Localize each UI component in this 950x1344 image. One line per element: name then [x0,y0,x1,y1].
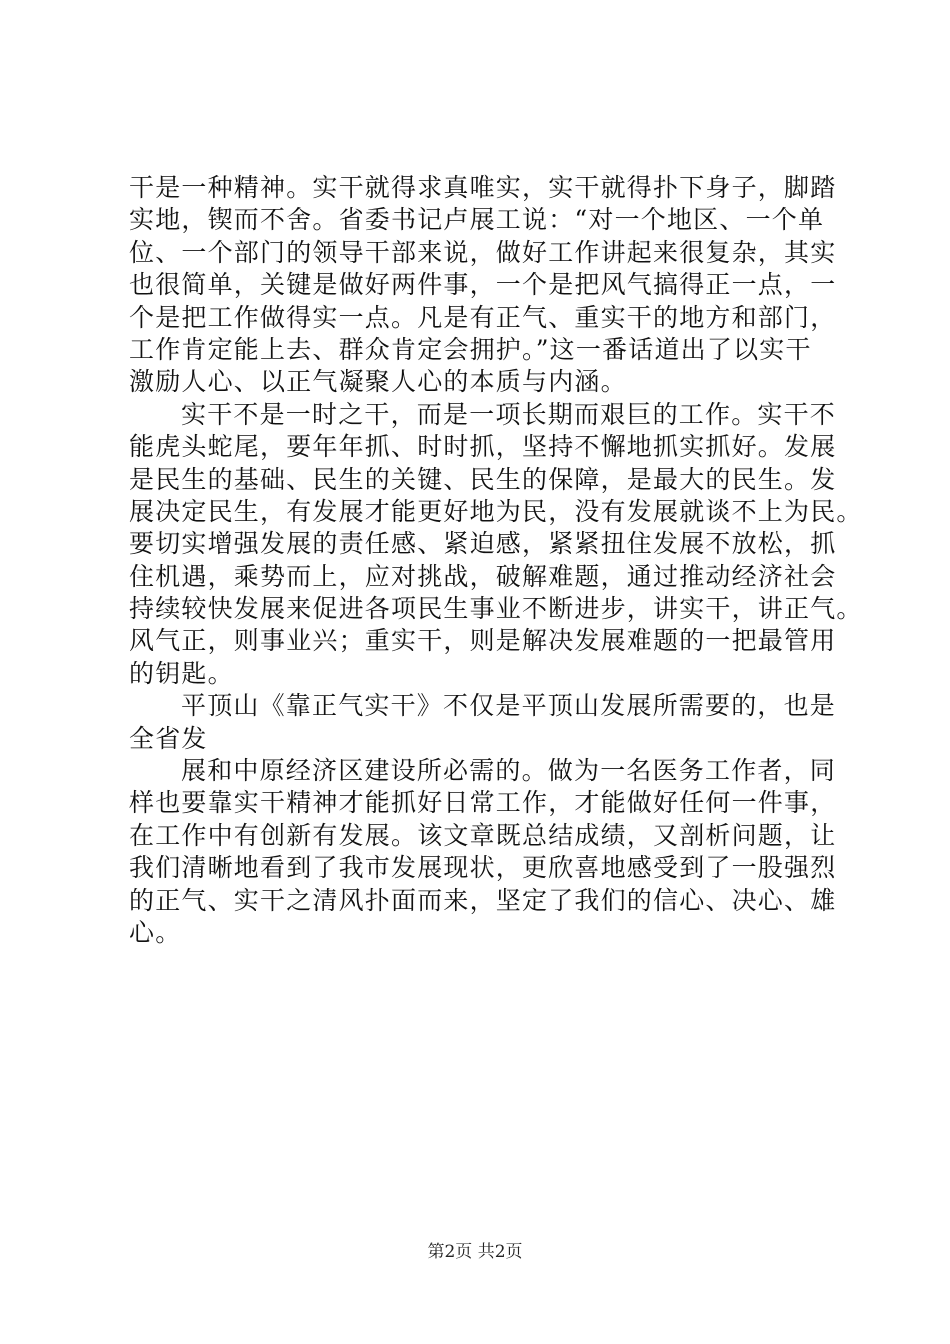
text-line: 也很简单，关键是做好两件事，一个是把风气搞得正一点，一 [129,270,837,300]
text-line: 激励人心、以正气凝聚人心的本质与内涵。 [129,367,627,397]
document-body [129,172,863,949]
text-line: 实干不是一时之干，而是一项长期而艰巨的工作。实干不 [181,399,837,429]
text-line: 位、一个部门的领导干部来说，做好工作讲起来很复杂，其实 [129,237,837,267]
page-footer: 第2页 共2页 [427,1242,523,1262]
text-line: 的钥匙。 [129,658,234,688]
text-line: 是民生的基础、民生的关键、民生的保障，是最大的民生。发 [129,464,837,494]
text-line: 心。 [129,917,182,947]
text-line: 能虎头蛇尾，要年年抓、时时抓，坚持不懈地抓实抓好。发展 [129,432,837,462]
text-line: 风气正，则事业兴；重实干，则是解决发展难题的一把最管用 [129,626,837,656]
text-line: 实地，锲而不舍。省委书记卢展工说：“对一个地区、一个单 [129,205,825,235]
text-line: 个是把工作做得实一点。凡是有正气、重实干的地方和部门， [129,302,837,332]
text-line: 全省发 [129,723,208,753]
text-line: 我们清晰地看到了我市发展现状，更欣喜地感受到了一股强烈 [129,853,837,883]
text-line: 工作肯定能上去、群众肯定会拥护。”这一番话道出了以实干 [129,334,812,364]
text-line: 在工作中有创新有发展。该文章既总结成绩，又剖析问题，让 [129,820,837,850]
text-line: 干是一种精神。实干就得求真唯实，实干就得扑下身子，脚踏 [129,173,837,202]
text-line: 的正气、实干之清风扑面而来，坚定了我们的信心、决心、雄 [129,885,837,915]
text-line: 样也要靠实干精神才能抓好日常工作，才能做好任何一件事， [129,788,837,818]
text-line: 展和中原经济区建设所必需的。做为一名医务工作者，同 [181,756,837,786]
text-line: 住机遇，乘势而上，应对挑战，破解难题，通过推动经济社会 [129,561,837,591]
text-line: 要切实增强发展的责任感、紧迫感，紧紧扭住发展不放松，抓 [129,529,837,559]
text-line: 持续较快发展来促进各项民生事业不断进步，讲实干，讲正气。 [129,594,863,624]
text-line: 展决定民生，有发展才能更好地为民，没有发展就谈不上为民。 [129,496,863,526]
text-line: 平顶山《靠正气实干》不仅是平顶山发展所需要的，也是 [181,691,837,721]
